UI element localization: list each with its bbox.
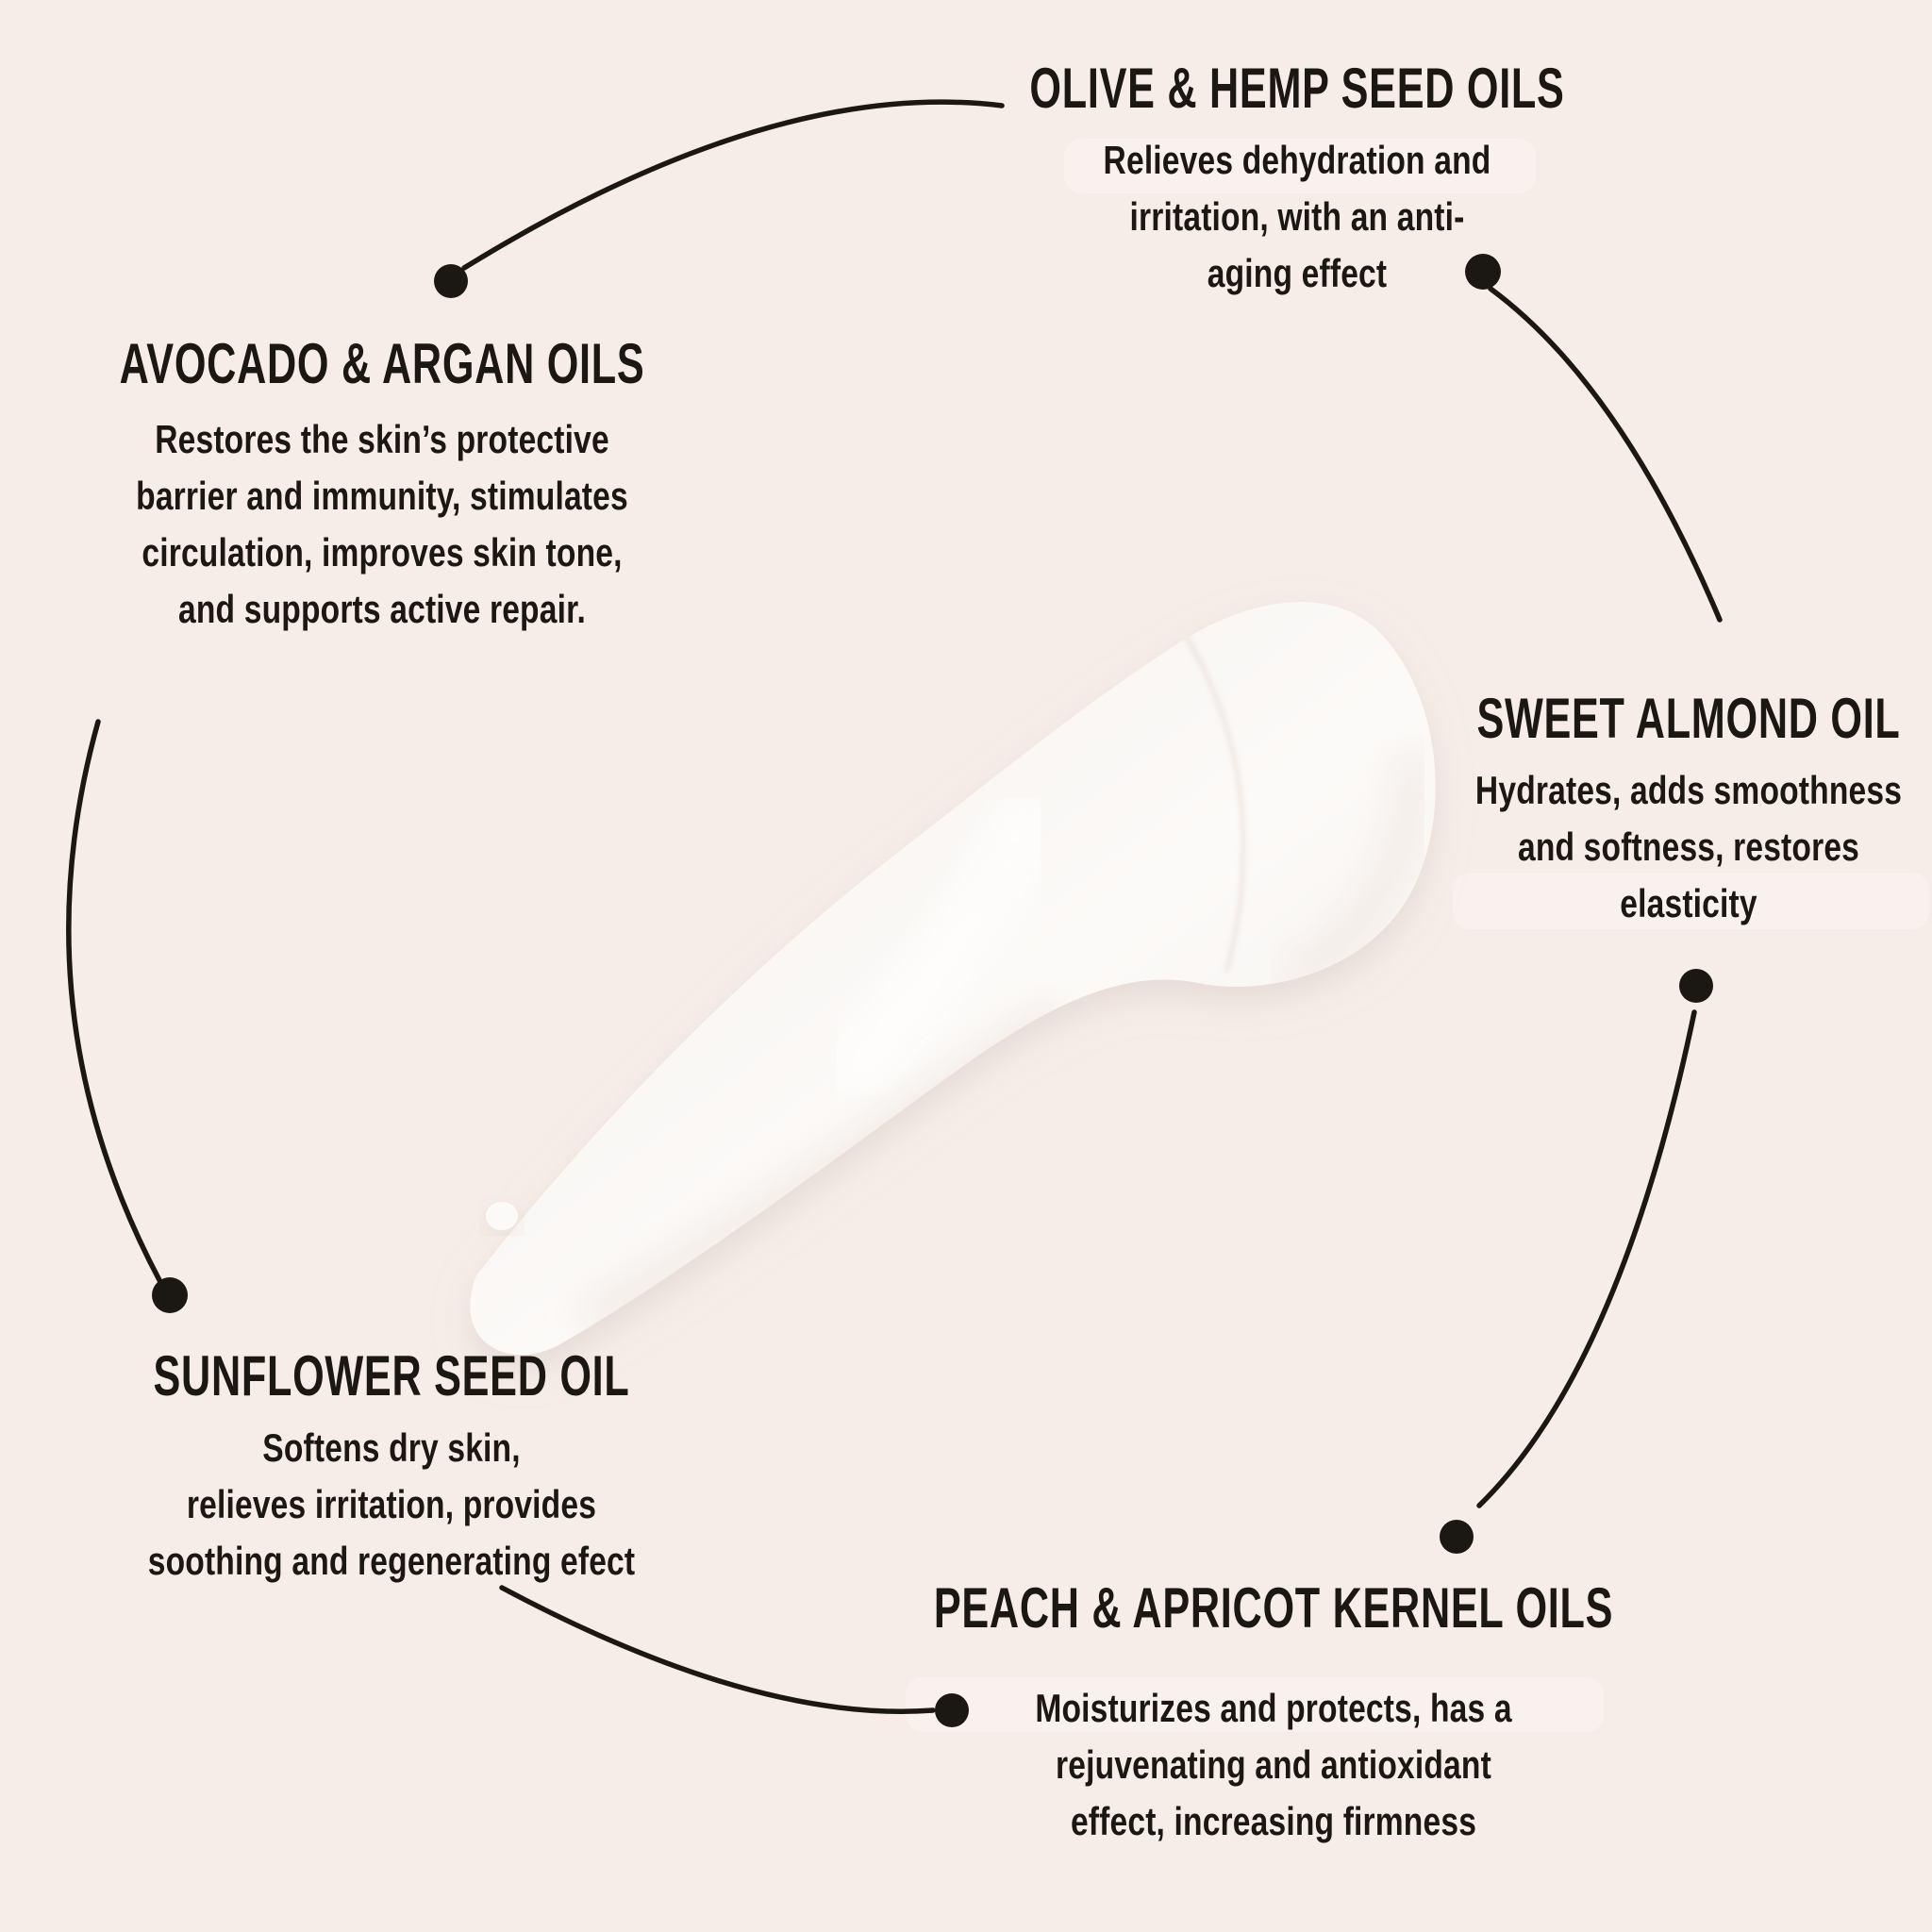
connector-dot-almond: [1679, 969, 1713, 1003]
description-line: Softens dry skin,: [262, 1425, 521, 1470]
cream-droplet: [486, 1202, 518, 1230]
ingredient-title: OLIVE & HEMP SEED OILS: [1029, 57, 1565, 120]
description-line: barrier and immunity, stimulates: [136, 474, 628, 518]
description-line: and supports active repair.: [178, 587, 586, 631]
connector-dot-avocado: [434, 264, 468, 298]
ingredient-label-peach-apricot: [802, 1574, 1745, 1850]
cream-smear-swatch: [470, 602, 1435, 1355]
ingredient-title: PEACH & APRICOT KERNEL OILS: [933, 1576, 1614, 1640]
description-line: soothing and regenerating efect: [147, 1539, 636, 1583]
ingredient-description: [126, 1420, 656, 1590]
connector-arc-avocado-olive: [464, 102, 1002, 268]
ingredient-label-olive-hemp: [925, 55, 1669, 302]
connector-dot-peach-top: [1440, 1520, 1474, 1554]
ingredient-label-sunflower: [60, 1342, 722, 1590]
description-line: circulation, improves skin tone,: [142, 530, 623, 575]
description-line: Relieves dehydration and: [1103, 138, 1491, 182]
connector-arc-avocado-sunflower: [69, 722, 159, 1280]
description-line: Restores the skin’s protective: [155, 417, 609, 461]
connector-arc-almond-peach: [1479, 1012, 1694, 1506]
description-line: rejuvenating and antioxidant: [1056, 1742, 1491, 1787]
connector-dot-sunflower: [152, 1277, 188, 1313]
ingredient-title: SUNFLOWER SEED OIL: [153, 1344, 630, 1407]
description-line: elasticity: [1620, 881, 1757, 925]
ingredient-description: [1454, 762, 1924, 932]
description-line: irritation, with an anti-: [1129, 194, 1465, 239]
ingredient-description: [896, 1680, 1651, 1850]
ingredient-title: AVOCADO & ARGAN OILS: [119, 332, 645, 395]
ingredient-description: [91, 411, 675, 638]
ingredient-description: [1000, 132, 1594, 302]
ingredient-label-sweet-almond: [1394, 685, 1932, 932]
description-line: relieves irritation, provides: [186, 1482, 597, 1526]
connector-arc-olive-almond: [1491, 289, 1720, 620]
description-line: and softness, restores: [1517, 824, 1860, 869]
description-line: Moisturizes and protects, has a: [1035, 1686, 1512, 1730]
description-line: effect, increasing firmness: [1070, 1799, 1477, 1843]
description-line: aging effect: [1207, 251, 1388, 295]
description-line: Hydrates, adds smoothness: [1474, 768, 1903, 812]
ingredient-title: SWEET ALMOND OIL: [1476, 687, 1901, 750]
ingredient-label-avocado-argan: [17, 330, 746, 638]
